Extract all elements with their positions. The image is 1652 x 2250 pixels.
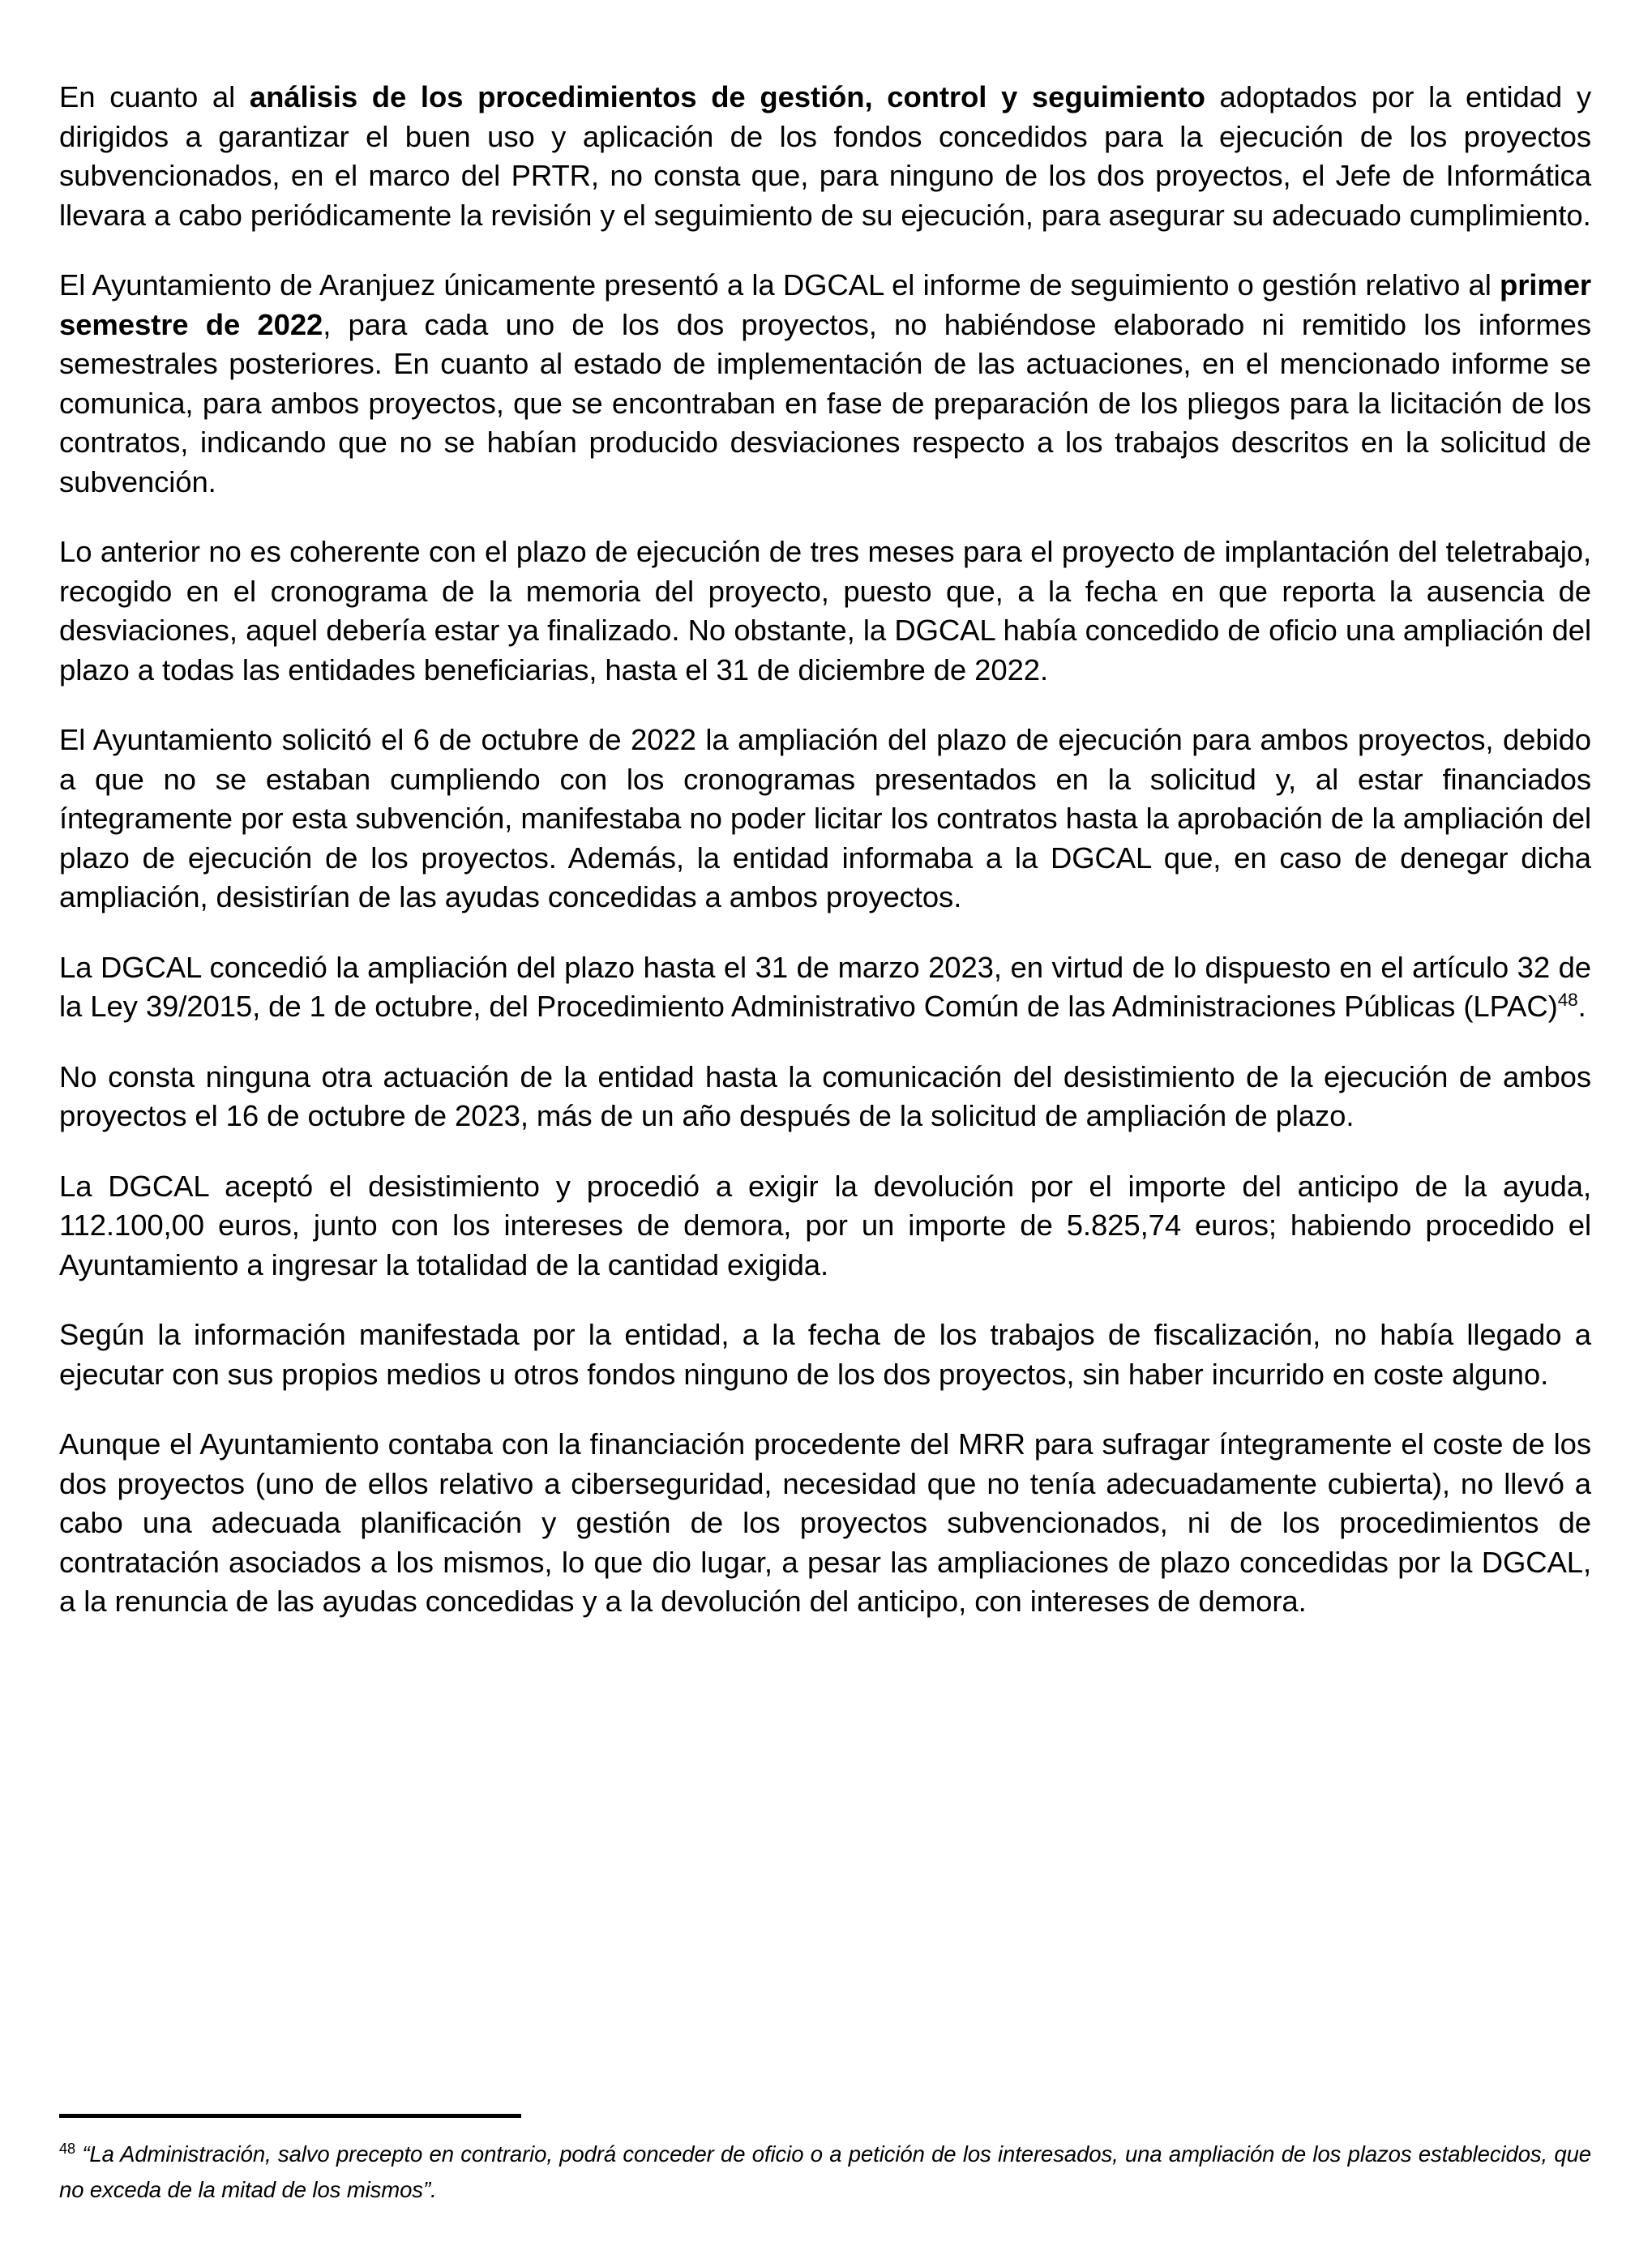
footnote-number: 48 (59, 2140, 75, 2157)
paragraph-4 (59, 721, 1591, 918)
paragraph-6-run-1: No consta ninguna otra actuación de la entidad hasta la comunicación del desistimiento de la ejecución de ambos proyectos el 16 de octubre de 2023, más de un año después de la solicitud de ampliación de plazo. (59, 1059, 1591, 1132)
paragraph-5 (59, 948, 1591, 1027)
paragraph-1-run-3: adoptados por la entidad y dirigidos a garantizar el buen uso y aplicación de los fondos concedidos para la ejecución de los proyectos subvencionados, en el marco del PRTR, no consta que, para ninguno de los dos proyectos, el Jefe de Informática llevara a cabo periódicamente la revisión y el seguimiento de su ejecución, para asegurar su adecuado cumplimiento. (59, 80, 1592, 232)
paragraph-7 (59, 1167, 1591, 1285)
paragraph-8 (59, 1315, 1591, 1394)
footnote-separator-rule (59, 2114, 521, 2118)
paragraph-2-run-1: El Ayuntamiento de Aranjuez únicamente presentó a la DGCAL el informe de seguimiento o gestión relativo al (59, 268, 1500, 302)
paragraph-1 (59, 78, 1591, 235)
footnote-reference-marker: 48 (1557, 989, 1578, 1010)
paragraph-5-run-1: La DGCAL concedió la ampliación del plazo hasta el 31 de marzo 2023, en virtud de lo dispuesto en el artículo 32 de la Ley 39/2015, de 1 de octubre, del Procedimiento Administrativo Común de las Administraciones Públicas (LPAC) (59, 950, 1591, 1023)
paragraph-3 (59, 533, 1591, 690)
footnote-entry-48 (59, 2137, 1591, 2208)
paragraph-4-run-1: El Ayuntamiento solicitó el 6 de octubre de 2022 la ampliación del plazo de ejecución para ambos proyectos, debido a que no se estaban cumpliendo con los cronogramas presentados en la solicitud y, al estar financiados íntegramente por esta subvención, manifestaba no poder licitar los contratos hasta la aprobación de la ampliación del plazo de ejecución de los proyectos. Además, la entidad informaba a la DGCAL que, en caso de denegar dicha ampliación, desistirían de las ayudas concedidas a ambos proyectos. (59, 723, 1591, 913)
footnote-area (59, 2114, 1591, 2208)
footnote-text: “La Administración, salvo precepto en contrario, podrá conceder de oficio o a petición de los interesados, una ampliación de los plazos establecidos, que no exceda de la mitad de los mismos”. (59, 2141, 1591, 2202)
paragraph-2 (59, 266, 1591, 502)
paragraph-2-run-3: , para cada uno de los dos proyectos, no habiéndose elaborado ni remitido los informes semestrales posteriores. En cuanto al estado de implementación de las actuaciones, en el mencionado informe se comunica, para ambos proyectos, que se encontraban en fase de preparación de los pliegos para la licitación de los contratos, indicando que no se habían producido desviaciones respecto a los trabajos descritos en la solicitud de subvención. (59, 307, 1591, 498)
paragraph-6 (59, 1058, 1591, 1136)
paragraph-2-bold-emphasis: primer semestre de 2022 (59, 268, 1591, 341)
paragraph-9 (59, 1425, 1591, 1622)
body-text-flow (59, 78, 1591, 1622)
paragraph-3-run-1: Lo anterior no es coherente con el plazo de ejecución de tres meses para el proyecto de implantación del teletrabajo, recogido en el cronograma de la memoria del proyecto, puesto que, a la fecha en que reporta la ausencia de desviaciones, aquel debería estar ya finalizado. No obstante, la DGCAL había concedido de oficio una ampliación del plazo a todas las entidades beneficiarias, hasta el 31 de diciembre de 2022. (59, 535, 1591, 687)
paragraph-9-run-1: Aunque el Ayuntamiento contaba con la financiación procedente del MRR para sufragar íntegramente el coste de los dos proyectos (uno de ellos relativo a ciberseguridad, necesidad que no tenía adecuadamente cubierta), no llevó a cabo una adecuada planificación y gestión de los proyectos subvencionados, ni de los procedimientos de contratación asociados a los mismos, lo que dio lugar, a pesar las ampliaciones de plazo concedidas por la DGCAL, a la renuncia de las ayudas concedidas y a la devolución del anticipo, con intereses de demora. (59, 1427, 1591, 1618)
paragraph-1-run-1: En cuanto al (59, 80, 250, 113)
paragraph-1-bold-emphasis: análisis de los procedimientos de gestión, control y seguimiento (249, 80, 1205, 113)
paragraph-7-run-1: La DGCAL aceptó el desistimiento y procedió a exigir la devolución por el importe del anticipo de la ayuda, 112.100,00 euros, junto con los intereses de demora, por un importe de 5.825,74 euros; habiendo procedido el Ayuntamiento a ingresar la totalidad de la cantidad exigida. (59, 1169, 1591, 1281)
paragraph-5-run-3: . (1577, 990, 1586, 1023)
paragraph-8-run-1: Según la información manifestada por la entidad, a la fecha de los trabajos de fiscalización, no había llegado a ejecutar con sus propios medios u otros fondos ninguno de los dos proyectos, sin haber incurrido en coste alguno. (59, 1318, 1591, 1391)
